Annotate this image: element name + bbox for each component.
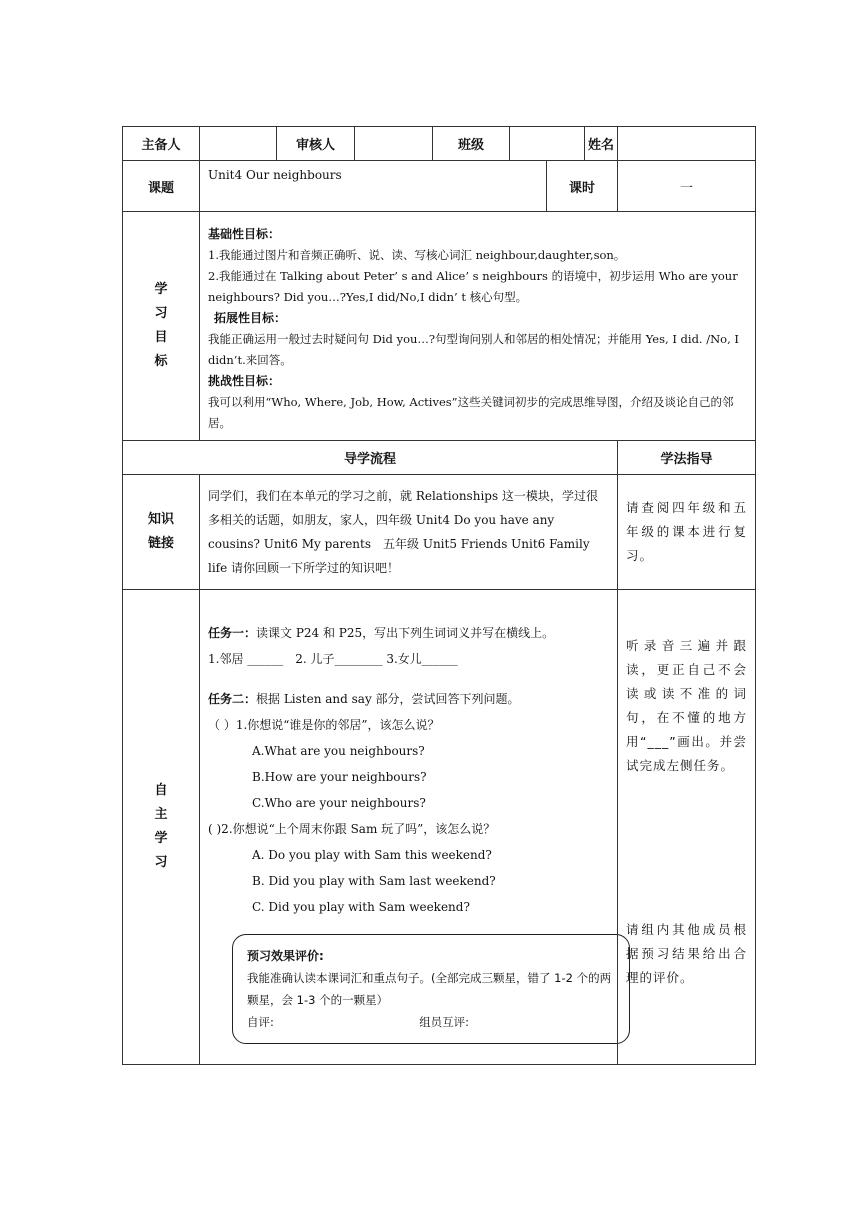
- objectives-content: [200, 212, 756, 441]
- evaluation-text: 我能准确认读本课词汇和重点句子。(全部完成三颗星，错了 1-2 个的两颗星，会 1-3 个的一颗星）: [247, 971, 612, 1007]
- reviewer-label: 审核人: [277, 127, 355, 161]
- preview-evaluation-box: [232, 934, 630, 1044]
- objectives-label-char: 标: [154, 354, 168, 369]
- flow-label: 导学流程: [123, 441, 618, 475]
- self-study-content: [200, 590, 618, 1065]
- guide-label: 学法指导: [618, 441, 756, 475]
- knowledge-label-line: 链接: [147, 536, 174, 551]
- challenge-goal-1: 我可以利用“Who, Where, Job, How, Actives”这些关键词初步的完成思维导图，介绍及谈论自己的邻居。: [208, 395, 734, 430]
- question-1-option: C.Who are your neighbours?: [252, 796, 426, 810]
- task-1-text: 读课文 P24 和 P25，写出下列生词词义并写在横线上。: [256, 626, 555, 640]
- self-study-label: [123, 590, 200, 1065]
- knowledge-guide: 请查阅四年级和五年级的课本进行复习。: [618, 475, 756, 590]
- objectives-label-char: 习: [154, 306, 168, 321]
- guide-listen-repeat: 听录音三遍并跟读，更正自己不会读或读不准的词句，在不懂的地方用“___”画出。并尝试完成左侧任务。: [626, 638, 747, 773]
- basic-goal-1: 1.我能通过图片和音频正确听、说、读、写核心词汇 neighbour,daughter,son。: [208, 248, 626, 262]
- basic-goal-title: 基础性目标：: [208, 227, 281, 241]
- header-row: [123, 127, 756, 161]
- topic-value: Unit4 Our neighbours: [200, 161, 547, 212]
- topic-label: 课题: [123, 161, 200, 212]
- knowledge-label-line: 知识: [147, 512, 174, 527]
- peer-eval-label[interactable]: 组员互评:: [419, 1015, 470, 1029]
- objectives-label: [123, 212, 200, 441]
- guide-peer-evaluation: 请组内其他成员根据预习结果给出合理的评价。: [626, 922, 747, 985]
- challenge-goal-title: 挑战性目标：: [208, 374, 281, 388]
- objectives-label-char: 目: [154, 330, 168, 345]
- question-2-option: C. Did you play with Sam weekend?: [252, 900, 470, 914]
- objectives-row: [123, 212, 756, 441]
- class-label: 班级: [433, 127, 510, 161]
- lesson-plan-table: [122, 126, 756, 1065]
- self-study-label-char: 主: [154, 807, 168, 822]
- self-study-row: [123, 590, 756, 1065]
- evaluation-title: 预习效果评价:: [247, 949, 324, 963]
- task-2-line: [208, 686, 609, 712]
- question-2: ( )2.你想说“上个周末你跟 Sam 玩了吗”，该怎么说？: [208, 822, 496, 836]
- self-eval-label[interactable]: 自评:: [247, 1015, 274, 1029]
- period-value: 一: [618, 161, 756, 212]
- period-label: 课时: [547, 161, 618, 212]
- self-study-label-char: 学: [154, 831, 168, 846]
- question-1: （ ）1.你想说“谁是你的邻居”，该怎么说？: [208, 718, 440, 732]
- preparer-label: 主备人: [123, 127, 200, 161]
- knowledge-label: [123, 475, 200, 590]
- question-2-option: B. Did you play with Sam last weekend?: [252, 874, 496, 888]
- extended-goal-title: 拓展性目标：: [214, 311, 287, 325]
- task-1-title: 任务一：: [208, 626, 257, 640]
- task-1-line: [208, 620, 609, 646]
- spacer: [208, 672, 609, 686]
- knowledge-row: [123, 475, 756, 590]
- evaluation-fields: [247, 1011, 615, 1033]
- task-2-title: 任务二：: [208, 692, 257, 706]
- question-1-option: A.What are you neighbours?: [252, 744, 425, 758]
- knowledge-text: 同学们，我们在本单元的学习之前，就 Relationships 这一模块，学过很多相关的话题，如朋友，家人，四年级 Unit4 Do you have any cousins? Unit6 My parents 五年级 Unit5 Friends Unit6 Family life 请你回顾一下所学过的知识吧！: [200, 475, 618, 590]
- task-2-text: 根据 Listen and say 部分，尝试回答下列问题。: [256, 692, 520, 706]
- preparer-field[interactable]: [200, 127, 277, 161]
- process-header-row: [123, 441, 756, 475]
- topic-row: [123, 161, 756, 212]
- reviewer-field[interactable]: [355, 127, 433, 161]
- self-study-label-char: 自: [154, 783, 168, 798]
- class-field[interactable]: [510, 127, 585, 161]
- question-2-option: A. Do you play with Sam this weekend?: [252, 848, 492, 862]
- basic-goal-2: 2.我能通过在 Talking about Peter’ s and Alice’ s neighbours 的语境中，初步运用 Who are your neighbours? Did you…?Yes,I did/No,I didn’ t 核心句型。: [208, 269, 738, 304]
- extended-goal-1: 我能正确运用一般过去时疑问句 Did you…?句型询问别人和邻居的相处情况；并能用 Yes, I did. /No, I didn’t.来回答。: [208, 332, 739, 367]
- name-label: 姓名: [585, 127, 618, 161]
- self-study-label-char: 习: [154, 855, 168, 870]
- name-field[interactable]: [618, 127, 756, 161]
- self-study-guide: [618, 590, 756, 1065]
- lesson-plan-document: [122, 126, 755, 1065]
- question-1-option: B.How are your neighbours?: [252, 770, 427, 784]
- task-1-items: 1.邻居 ______ 2. 儿子________ 3.女儿______: [208, 652, 458, 666]
- objectives-label-char: 学: [154, 282, 168, 297]
